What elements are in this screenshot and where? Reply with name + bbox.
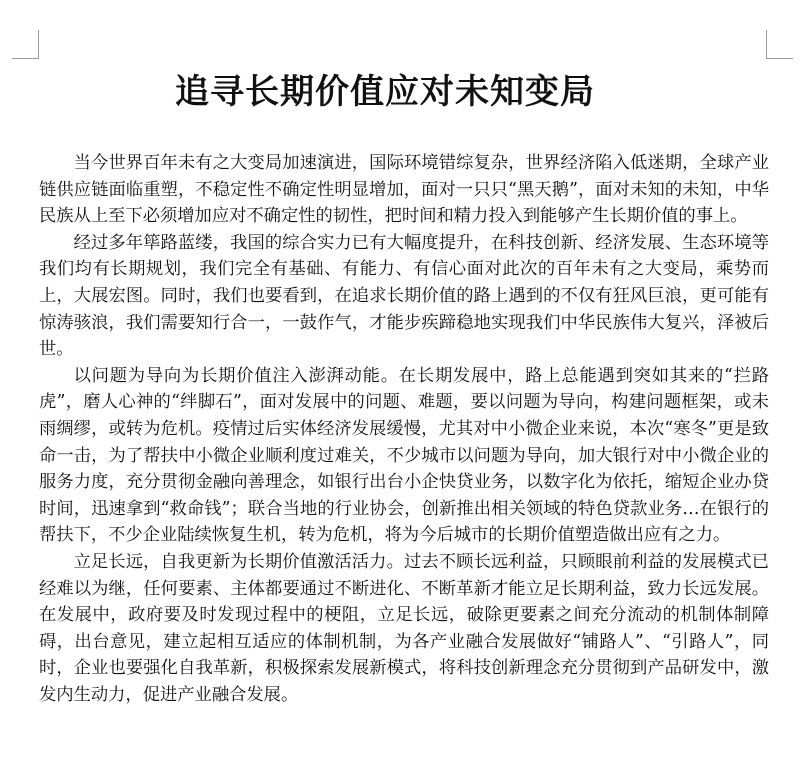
page-corner-mark-top-left [12,30,39,59]
document-title: 追寻长期价值应对未知变局 [175,72,595,112]
document-body [39,150,769,708]
body-paragraph-3: 以问题为导向为长期价值注入澎湃动能。在长期发展中，路上总能遇到突如其来的“拦路虎”，磨人心神的“绊脚石”，面对发展中的问题、难题，要以问题为导向，构建问题框架，或未雨绸缪，或转为危机。疫情过后实体经济发展缓慢，尤其对中小微企业来说，本次“寒冬”更是致命一击，为了帮扶中小微企业顺利度过难关，不少城市以问题为导向，加大银行对中小微企业的服务力度，充分贯彻金融向善理念，如银行出台小企快贷业务，以数字化为依托，缩短企业办贷时间，迅速拿到“救命钱”；联合当地的行业协会，创新推出相关领域的特色贷款业务…在银行的帮扶下，不少企业陆续恢复生机，转为危机，将为今后城市的长期价值塑造做出应有之力。 [39,365,769,546]
body-paragraph-4: 立足长远，自我更新为长期价值激活活力。过去不顾长远利益，只顾眼前利益的发展模式已经难以为继，任何要素、主体都要通过不断进化、不断革新才能立足长期利益，致力长远发展。在发展中，政府要及时发现过程中的梗阻，立足长远，破除更要素之间充分流动的机制体制障碍，出台意见，建立起相互适应的体制机制，为各产业融合发展做好“铺路人”、“引路人”，同时，企业也要强化自我革新，积极探索发展新模式，将科技创新理念充分贯彻到产品研发中，激发内生动力，促进产业融合发展。 [39,551,769,705]
body-paragraph-1: 当今世界百年未有之大变局加速演进，国际环境错综复杂，世界经济陷入低迷期，全球产业链供应链面临重塑，不稳定性不确定性明显增加，面对一只只“黑天鹅”，面对未知的未知，中华民族从上至下必须增加应对不确定性的韧性，把时间和精力投入到能够产生长期价值的事上。 [39,153,769,227]
body-paragraph-2: 经过多年筚路蓝缕，我国的综合实力已有大幅度提升，在科技创新、经济发展、生态环境等我们均有长期规划，我们完全有基础、有能力、有信心面对此次的百年未有之大变局，乘势而上，大展宏图。同时，我们也要看到，在追求长期价值的路上遇到的不仅有狂风巨浪，更可能有惊涛骇浪，我们需要知行合一，一鼓作气，才能步疾蹄稳地实现我们中华民族伟大复兴，泽被后世。 [39,232,769,360]
page-corner-mark-top-right [766,30,793,59]
